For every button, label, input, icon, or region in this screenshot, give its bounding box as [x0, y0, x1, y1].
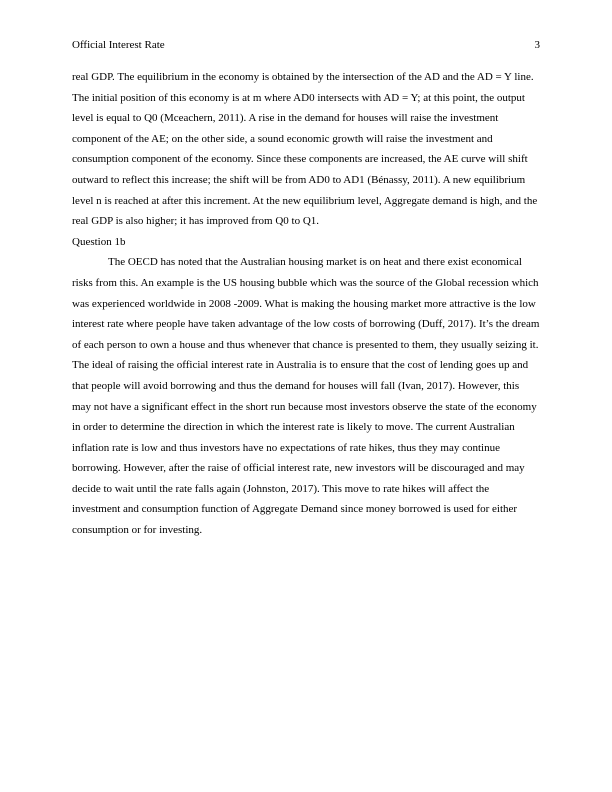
page-number: 3 [534, 39, 540, 51]
running-head-title: Official Interest Rate [72, 39, 165, 51]
paragraph-continued: real GDP. The equilibrium in the economy is obtained by the intersection of the AD and the AD = Y line. The initial position of this economy is at m where AD0 intersects with AD = Y; at this point, the output level is equal to Q0 (Mceachern, 2011). A rise in the demand for houses will raise the investment component of the AE; on the other side, a sound economic growth will raise the investment and consumption component of the economy. Since these components are increased, the AE curve will shift outward to reflect this increase; the shift will be from AD0 to AD1 (Bénassy, 2011). A new equilibrium level n is reached at after this increment. At the new equilibrium level, Aggregate demand is high, and the real GDP is also higher; it has improved from Q0 to Q1. [72, 71, 538, 228]
paragraph-question-1b: The OECD has noted that the Australian housing market is on heat and there exist economical risks from this. An example is the US housing bubble which was the source of the Global recession which was experienced worldwide in 2008 -2009. What is making the housing market more attractive is the low interest rate where people have taken advantage of the low costs of borrowing (Duff, 2017). It’s the dream of each person to own a house and thus whenever that chance is presented to them, they usually seizing it. The ideal of raising the official interest rate in Australia is to ensure that the cost of lending goes up and that people will avoid borrowing and thus the demand for houses will fall (Ivan, 2017). However, this may not have a significant effect in the short run because most investors observe the state of the economy in order to determine the direction in which the interest rate is likely to move. The current Australian inflation rate is low and thus investors have no expectations of rate hikes, thus they may continue borrowing. However, after the raise of official interest rate, new investors will be discouraged and may decide to wait until the rate falls again (Johnston, 2017). This move to rate hikes will affect the investment and consumption function of Aggregate Demand since money borrowed is used for either consumption or for investing. [72, 256, 540, 537]
body-text [72, 67, 540, 541]
section-heading: Question 1b [72, 235, 126, 248]
page-header [72, 38, 540, 52]
